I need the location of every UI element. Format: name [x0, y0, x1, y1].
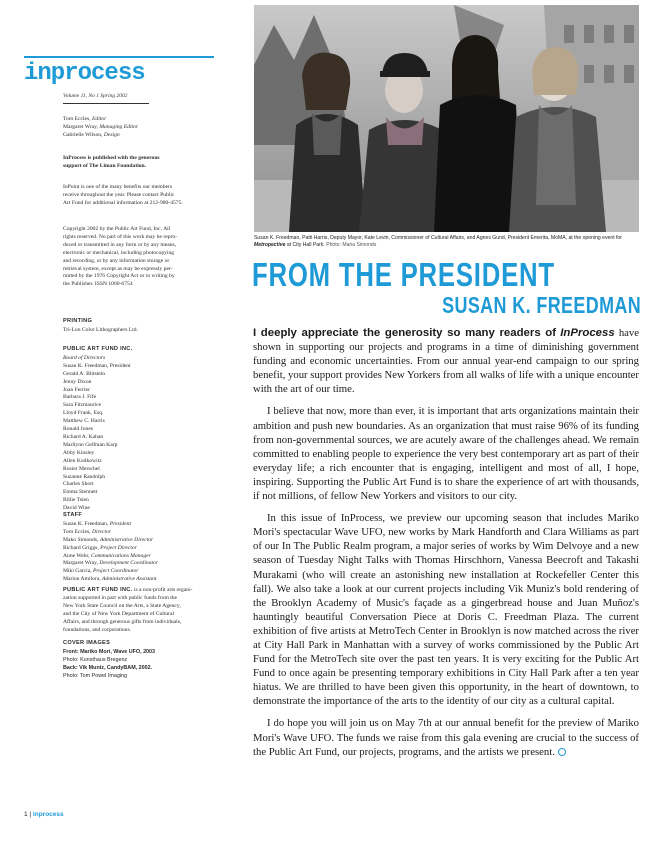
board-member: David Wine: [63, 505, 90, 512]
board-heading: PUBLIC ART FUND INC.: [63, 346, 133, 352]
lead-publication: InProcess: [560, 327, 615, 339]
credit-editor: Tom Eccles, Editor: [63, 116, 107, 122]
volume-rule: [63, 103, 149, 104]
board-member: Marilynn Gelfman Karp: [63, 441, 118, 448]
cover-back: Back: Vik Muniz, CandyBAM, 2002.: [63, 664, 153, 671]
group-photo-illustration: [254, 5, 639, 232]
caption-event: Metropective: [254, 242, 286, 248]
nonprofit-heading: PUBLIC ART FUND INC.: [63, 587, 133, 593]
paragraph-2: I believe that now, more than ever, it is important that arts organizations maintain their ambition and push new boundaries. As an organization that must raise 96% of its funding from non-governmental sources, we are acutely aware of the challenges ahead. We remain committed to enabling people to experience the very best contemporary art as part of their everyday life; a rich encounter that is engaging, intelligent and most of all, I hope, inspiring. Supporting the Public Art Fund is to share the experience of art with thousands, if not millions, of fellow New Yorkers and visitors to our city.: [253, 405, 639, 503]
nonprofit-section: PUBLIC ART FUND INC. is a non-profit arts organi- zation supported in part with public funds from the New York State Council on the Arts, a State Agency, and the City of New York Department of Cultural Affairs, and through generous gifts from individuals, foundations, and corporations.: [63, 587, 193, 633]
board-section: [24, 346, 253, 513]
article-body: [253, 326, 639, 767]
board-member: Jenny Dixon: [63, 378, 92, 385]
footer-logo: inprocess: [32, 811, 64, 818]
printing-heading: PRINTING: [63, 318, 93, 324]
staff-member: Richard Griggs, Project Director: [63, 544, 137, 551]
board-member: Susan K. Freedman, President: [63, 362, 131, 369]
staff-member: Mako Simonds, Administrative Director: [63, 536, 154, 543]
staff-member: Anne Wehr, Communications Manager: [63, 552, 151, 559]
masthead-credits: [24, 116, 214, 140]
article-headline: FROM THE PRESIDENT: [252, 256, 555, 293]
credit-managing-editor: Margaret Wray, Managing Editor: [63, 123, 139, 130]
printing-section: [24, 318, 253, 335]
board-member: Ronald Jones: [63, 426, 93, 433]
page-number: 1 |: [24, 811, 32, 818]
support-note: InProcess is published with the generous support of The Liman Foundation.: [63, 155, 160, 169]
board-member: Suzanne Randolph: [63, 473, 106, 480]
masthead-rule: [24, 56, 214, 58]
board-subheading: Board of Directors: [63, 354, 106, 361]
staff-section: [24, 512, 253, 584]
paragraph-3: In this issue of InProcess, we preview our upcoming season that includes Mariko Mori's spectacular Wave UFO, new works by Mark Handforth and Clara Williams as part of our In The Public Realm program, a major series of works by Wim Delvoye and a new season of Tuesday Night Talks with Thomas Hirschhorn, Vanessa Beecroft and Takashi Murakami (who will create an astonishing new installation at Rockefeller Center this fall). We also take a look at our current projects including Vik Muniz's bold rendering of the Brooklyn Academy of Music's façade as a gingerbread house and Juan Muñoz's hauntingly beautiful Conversation Piece at Doris C. Freedman Plaza. The current exhibition of five artists at MetroTech Center in Brooklyn is now matched across the river at City Hall Park in Manhattan with a survey of works commissioned by the Public Art Fund for the MetroTech site over the past ten years. It is very exciting for the Public Art Fund to once again be presenting temporary exhibitions in City Hall Park after a ten year hiatus. We are thrilled to have been given this opportunity, in the heart of downtown, to demonstrate the importance of the arts to the identity of our city as a cultural capital.: [253, 512, 639, 708]
staff-list: [63, 521, 253, 584]
caption-location: at City Hall Park.: [286, 242, 325, 248]
printing-text: Tri-Lon Color Lithographers Ltd.: [63, 326, 138, 333]
cover-front-credit: Photo: Kunsthaus Bregenz: [63, 656, 128, 663]
board-member: Abby Kinsley: [63, 449, 95, 456]
cover-images-section: [24, 640, 253, 681]
caption-credit: Photo: Maria Simonds: [326, 242, 377, 248]
board-member: Rosier Merschel: [63, 465, 100, 472]
staff-member: Margaret Wray, Development Coordinator: [63, 560, 159, 567]
volume-line: Volume 11, No 1 Spring 2002: [63, 93, 128, 99]
cover-front: Front: Mariko Mori, Wave UFO, 2003: [63, 648, 156, 655]
end-mark-icon: [558, 748, 566, 756]
copyright-note: Copyright 2002 by the Public Art Fund, Inc. All rights reserved. No part of this work may be repro- duced or transmitted in any form or by any means, electronic or mechanical, including photocopying and recording, or by any information storage or retrieval system, except as may be expressly per- mitted by the 1976 Copyright Act or in writing by the Publisher. ISSN 1060-6754: [63, 226, 178, 288]
board-list: [63, 363, 253, 513]
board-member: Charles Short: [63, 481, 94, 488]
caption-names: Susan K. Freedman, Patti Harris, Deputy Mayor, Kate Levin, Commissioner of Cultural Affairs, and Agnes Gund, President Emerita, MoMA, at the opening event for: [254, 235, 622, 241]
paragraph-1: I deeply appreciate the generosity so many readers of InProcess have shown in supporting our projects and programs in a time of diminishing government funding and economic uncertainties. From our annual year-end campaign to our spring benefit, your support provides New Yorkers from all walks of life with a unique encounter with the art of our time.: [253, 327, 640, 396]
credit-design: Gabrielle Wilson, Design: [63, 131, 120, 138]
board-member: Emma Stennett: [63, 489, 98, 496]
board-member: Billie Tsien: [63, 497, 89, 504]
staff-member: Miki Garcia, Project Coordinator: [63, 568, 139, 575]
board-member: Joan Ferrier: [63, 386, 90, 393]
board-member: Richard A. Kahan: [63, 433, 104, 440]
board-member: Lloyd Frank, Esq.: [63, 410, 104, 417]
benefit-note: InPoint is one of the many benefits our members receive throughout the year. Please contact Public Art Fund for additional information at 212-980-4575.: [63, 184, 183, 206]
lead-text: I deeply appreciate the generosity so many readers of: [253, 327, 557, 339]
page-footer: [24, 811, 64, 818]
board-member: Matthew C. Harris: [63, 418, 105, 425]
staff-member: Susan K. Freedman, President: [63, 520, 132, 527]
staff-member: Marion Amilora, Administrative Assistant: [63, 576, 157, 583]
staff-member: Tom Eccles, Director: [63, 528, 112, 535]
cover-back-credit: Photo: Tom Powel Imaging: [63, 672, 128, 679]
photo-caption: [254, 235, 639, 249]
inprocess-logo: inprocess: [24, 60, 145, 87]
board-member: Gerald A. Blitstein: [63, 370, 106, 377]
paragraph-4: I do hope you will join us on May 7th at our annual benefit for the preview of Mariko Mori's Wave UFO. The funds we raise from this gala evening are crucial to the success of the Public Art Fund, our projects, programs, and the artists we present.: [253, 717, 639, 758]
board-member: Sara Fitzmaurice: [63, 402, 102, 409]
cover-heading: COVER IMAGES: [63, 640, 111, 646]
group-photo: [254, 5, 639, 232]
board-member: Barbara J. Fife: [63, 394, 97, 401]
article-byline: SUSAN K. FREEDMAN: [442, 292, 641, 318]
board-member: Allen Kodkowitz: [63, 457, 102, 464]
staff-heading: STAFF: [63, 512, 83, 518]
